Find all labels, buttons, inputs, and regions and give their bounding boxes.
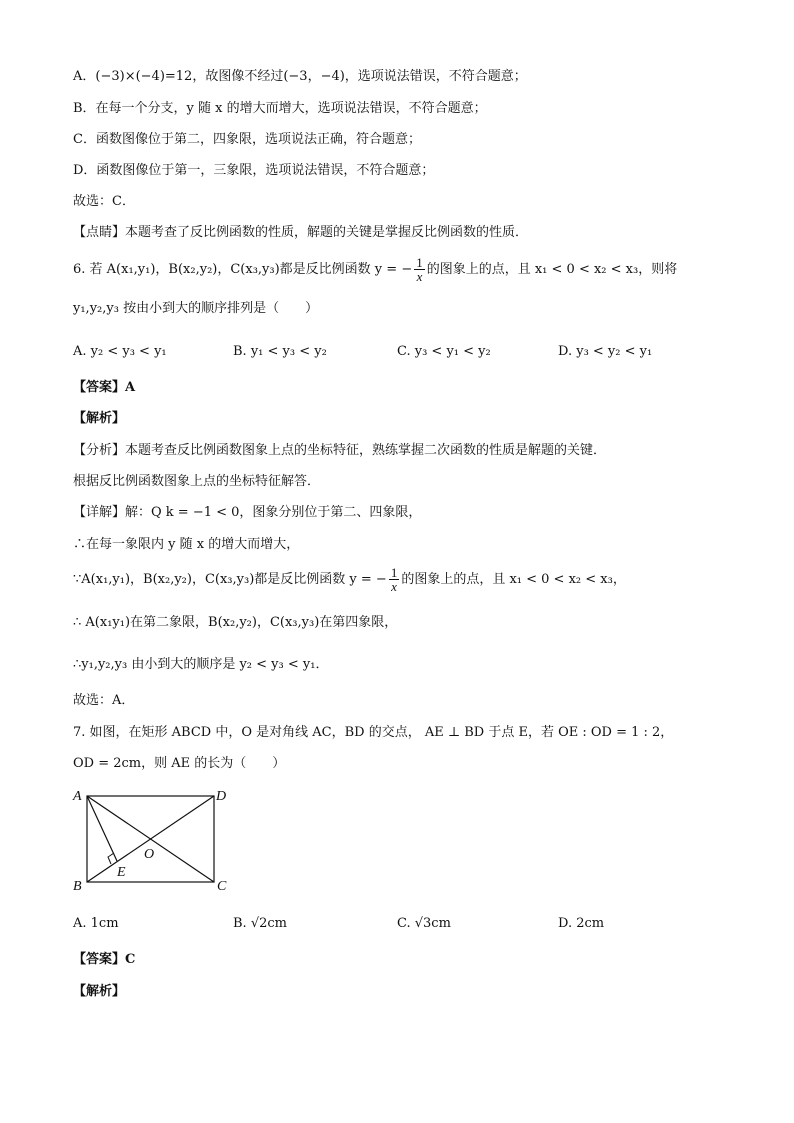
- label-b: B: [73, 879, 82, 894]
- q7-answer: 【答案】C: [73, 952, 136, 967]
- question-7-stem: 7. 如图，在矩形 ABCD 中，O 是对角线 AC，BD 的交点， AE ⊥ BD 于点 E，若 OE : OD = 1 : 2，: [73, 725, 674, 740]
- comment-line: 【点睛】本题考查了反比例函数的性质，解题的关键是掌握反比例函数的性质．: [73, 225, 529, 240]
- q7-option-d: D. 2cm: [558, 916, 605, 931]
- q6-analysis-heading: 【解析】: [73, 411, 126, 426]
- fraction-numerator: 1: [390, 565, 398, 580]
- q7-option-b: B. √2cm: [233, 916, 287, 931]
- choice-line: 故选：C．: [73, 194, 135, 209]
- q6-analysis-2: 根据反比例函数图象上点的坐标特征解答．: [73, 474, 321, 489]
- q6-detail-3-pre: ∵A(x₁,y₁)，B(x₂,y₂)，C(x₃,y₃)都是反比例函数 y = −: [73, 572, 387, 587]
- option-b-explanation: B．在每一个分支，y 随 x 的增大而增大，选项说法错误，不符合题意；: [73, 101, 487, 116]
- q6-detail-3: [73, 566, 626, 593]
- label-c: C: [217, 879, 227, 894]
- q7-analysis-heading: 【解析】: [73, 984, 126, 999]
- option-d-explanation: D．函数图像位于第一，三象限，选项说法错误，不符合题意；: [73, 163, 435, 178]
- label-d: D: [216, 789, 227, 804]
- rectangle-figure: [60, 780, 260, 900]
- q6-answer: 【答案】A: [73, 380, 136, 395]
- question-6-stem-post: 的图象上的点，且 x₁ < 0 < x₂ < x₃，则将: [426, 262, 678, 277]
- option-a-explanation: A．(−3)×(−4)=12，故图像不经过(−3，−4)，选项说法错误，不符合题意；: [73, 69, 527, 84]
- q7-option-c: C. √3cm: [397, 916, 451, 931]
- q6-choice: 故选：A．: [73, 693, 135, 708]
- label-e: E: [117, 865, 126, 880]
- q6-option-b: B. y₁ < y₃ < y₂: [233, 344, 327, 359]
- q6-detail-2: ∴在每一象限内 y 随 x 的增大而增大，: [73, 537, 300, 552]
- q7-option-a: A. 1cm: [73, 916, 119, 931]
- option-c-explanation: C．函数图像位于第二，四象限，选项说法正确，符合题意；: [73, 132, 421, 147]
- fraction: [389, 566, 400, 593]
- label-o: O: [144, 847, 155, 862]
- question-7-stem-line2: OD = 2cm，则 AE 的长为（ ）: [73, 756, 286, 771]
- q6-option-c: C. y₃ < y₁ < y₂: [397, 344, 491, 359]
- question-6-stem: [73, 256, 677, 283]
- q6-detail-5: ∴y₁,y₂,y₃ 由小到大的顺序是 y₂ < y₃ < y₁．: [73, 657, 329, 672]
- fraction-numerator: 1: [416, 255, 423, 270]
- fraction-denominator: x: [391, 579, 397, 594]
- right-angle-mark: [108, 853, 114, 864]
- question-6-stem-line2: y₁,y₂,y₃ 按由小到大的顺序排列是（ ）: [73, 301, 319, 316]
- question-6-stem-pre: 6. 若 A(x₁,y₁)，B(x₂,y₂)，C(x₃,y₃)都是反比例函数 y = −: [73, 262, 413, 277]
- q6-option-a: A. y₂ < y₃ < y₁: [73, 344, 167, 359]
- q6-detail-4: ∴ A(x₁y₁)在第二象限，B(x₂,y₂)，C(x₃,y₃)在第四象限，: [73, 615, 398, 630]
- q6-detail-3-post: 的图象上的点，且 x₁ < 0 < x₂ < x₃，: [401, 572, 626, 587]
- fraction: [414, 256, 425, 283]
- q6-option-d: D. y₃ < y₂ < y₁: [558, 344, 653, 359]
- q6-analysis: 【分析】本题考查反比例函数图象上点的坐标特征，熟练掌握二次函数的性质是解题的关键．: [73, 443, 607, 458]
- q6-detail-1: 【详解】解：Q k = −1 < 0，图象分别位于第二、四象限，: [73, 505, 422, 520]
- fraction-denominator: x: [416, 269, 423, 284]
- label-a: A: [73, 789, 82, 804]
